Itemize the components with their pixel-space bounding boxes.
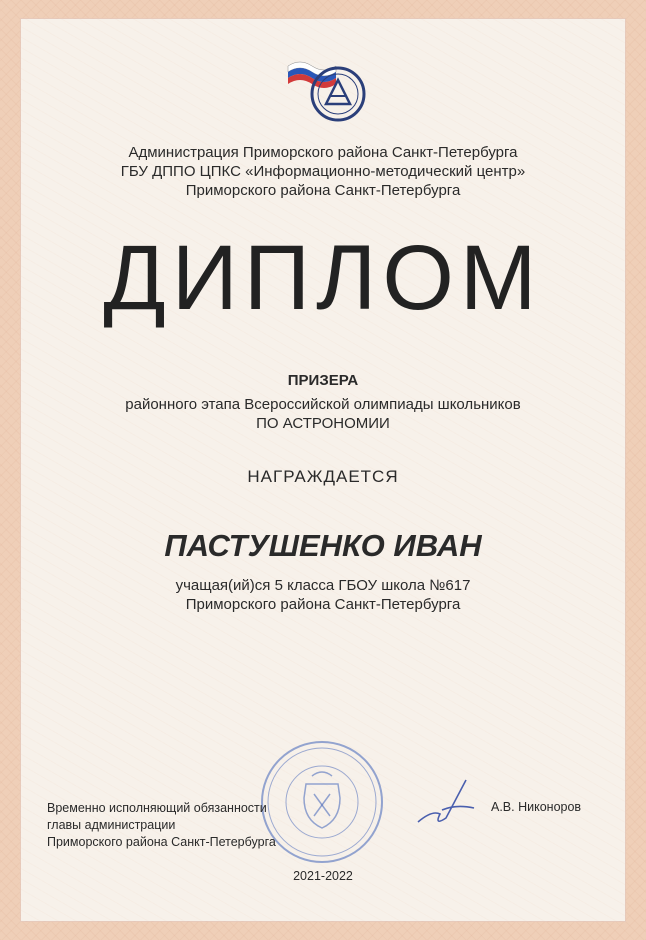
- academic-year: 2021-2022: [293, 869, 353, 883]
- official-stamp-icon: [258, 738, 386, 866]
- diploma-title: ДИПЛОМ: [103, 227, 543, 329]
- organization-block: [0, 143, 646, 200]
- signature-icon: [412, 770, 482, 840]
- awarded-label: НАГРАЖДАЕТСЯ: [247, 467, 399, 486]
- signatory-name: А.В. Никоноров: [491, 800, 582, 814]
- signatory-position-line-1: Временно исполняющий обязанности: [47, 801, 267, 815]
- signatory-position-line-3: Приморского района Санкт-Петербурга: [47, 835, 276, 849]
- event-line-2: ПО АСТРОНОМИИ: [256, 415, 390, 432]
- recipient-name: ПАСТУШЕНКО ИВАН: [164, 528, 482, 563]
- organization-line-2: ГБУ ДППО ЦПКС «Информационно-методический центр»: [120, 163, 526, 180]
- school-line-2: Приморского района Санкт-Петербурга: [185, 596, 461, 613]
- school-block: [0, 576, 646, 614]
- event-line-1: районного этапа Всероссийской олимпиады школьников: [125, 396, 521, 413]
- event-block: [0, 395, 646, 433]
- signatory-position: [47, 800, 276, 851]
- organization-line-3: Приморского района Санкт-Петербурга: [185, 182, 461, 199]
- organization-line-1: Администрация Приморского района Санкт-Петербурга: [128, 144, 518, 161]
- olympiad-logo-icon: [280, 52, 376, 132]
- school-line-1: учащая(ий)ся 5 класса ГБОУ школа №617: [175, 577, 471, 594]
- diploma-rank: ПРИЗЕРА: [287, 372, 359, 389]
- signatory-position-line-2: главы администрации: [47, 818, 176, 832]
